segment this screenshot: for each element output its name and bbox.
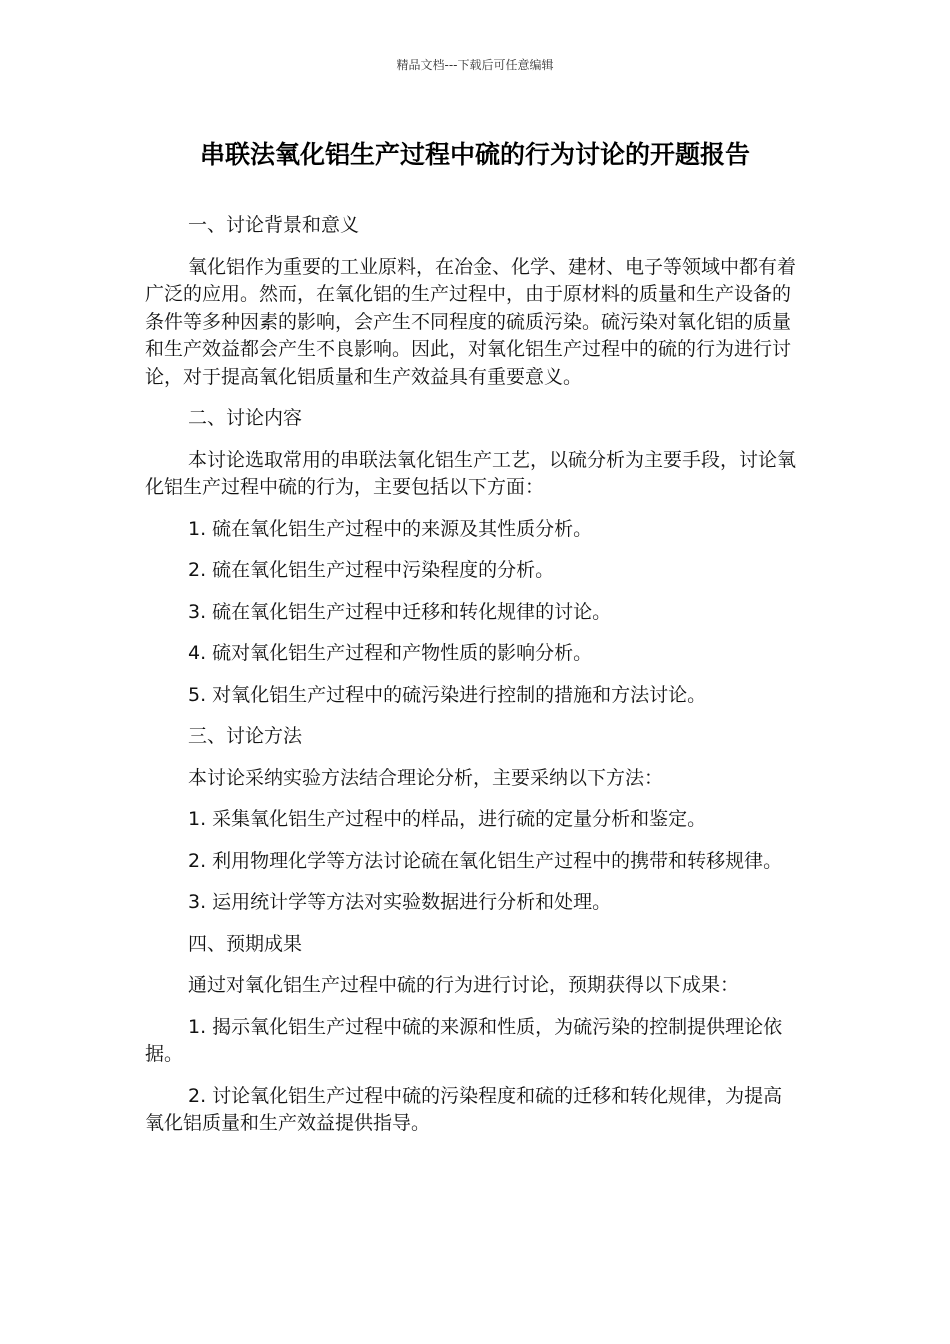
list-item-content-3: 3. 硫在氧化铝生产过程中迁移和转化规律的讨论。 <box>188 600 612 623</box>
paragraph-methods-intro: 本讨论采纳实验方法结合理论分析，主要采纳以下方法： <box>188 766 664 789</box>
paragraph-content-intro: 本讨论选取常用的串联法氧化铝生产工艺，以硫分析为主要手段，讨论氧化铝生产过程中硫的行为，主要包括以下方面： <box>145 448 797 498</box>
section-heading-content: 二、讨论内容 <box>188 407 303 429</box>
document-title: 串联法氧化铝生产过程中硫的行为讨论的开题报告 <box>199 140 750 169</box>
list-item-outcomes-2: 2. 讨论氧化铝生产过程中硫的污染程度和硫的迁移和转化规律，为提高氧化铝质量和生产效益提供指导。 <box>145 1084 783 1134</box>
list-item-methods-2: 2. 利用物理化学等方法讨论硫在氧化铝生产过程中的携带和转移规律。 <box>188 849 783 872</box>
section-heading-methods: 三、讨论方法 <box>188 725 303 747</box>
list-item-content-2: 2. 硫在氧化铝生产过程中污染程度的分析。 <box>188 559 555 581</box>
list-item-content-1: 1. 硫在氧化铝生产过程中的来源及其性质分析。 <box>188 517 593 540</box>
section-heading-background: 一、讨论背景和意义 <box>188 214 360 236</box>
list-item-outcomes-1: 1. 揭示氧化铝生产过程中硫的来源和性质，为硫污染的控制提供理论依据。 <box>145 1015 783 1065</box>
list-item-methods-1: 1. 采集氧化铝生产过程中的样品，进行硫的定量分析和鉴定。 <box>188 808 707 830</box>
paragraph-outcomes-intro: 通过对氧化铝生产过程中硫的行为进行讨论，预期获得以下成果： <box>188 974 740 996</box>
list-item-content-5: 5. 对氧化铝生产过程中的硫污染进行控制的措施和方法讨论。 <box>188 683 707 706</box>
section-heading-outcomes: 四、预期成果 <box>188 932 303 955</box>
document-body <box>145 212 800 1152</box>
page-header-note: 精品文档---下载后可任意编辑 <box>396 58 554 72</box>
paragraph-background: 氧化铝作为重要的工业原料，在冶金、化学、建材、电子等领域中都有着广泛的应用。然而，在氧化铝的生产过程中，由于原材料的质量和生产设备的条件等多种因素的影响，会产生不同程度的硫质污染。硫污染对氧化铝的质量和生产效益都会产生不良影响。因此，对氧化铝生产过程中的硫的行为进行讨论，对于提高氧化铝质量和生产效益具有重要意义。 <box>145 255 797 388</box>
list-item-methods-3: 3. 运用统计学等方法对实验数据进行分析和处理。 <box>188 891 612 913</box>
list-item-content-4: 4. 硫对氧化铝生产过程和产物性质的影响分析。 <box>188 642 593 664</box>
